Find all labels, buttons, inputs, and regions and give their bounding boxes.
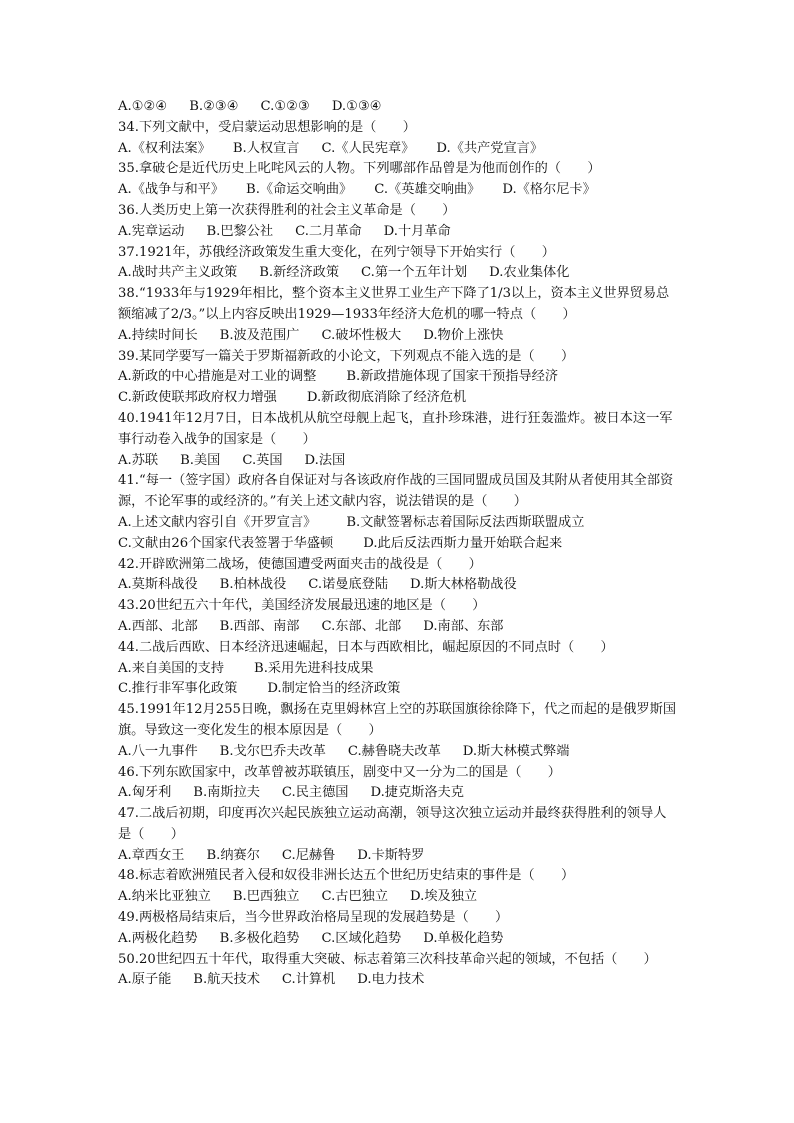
- option: B.戈尔巴乔夫改革: [219, 743, 326, 759]
- option: A.持续时间长: [118, 327, 198, 343]
- options-row: [118, 513, 678, 534]
- option: A.章西女王: [118, 847, 185, 863]
- options-row: [118, 326, 678, 347]
- option: C.赫鲁晓夫改革: [347, 743, 441, 759]
- option: A.战时共产主义政策: [118, 265, 238, 281]
- option: B.新经济政策: [259, 265, 340, 281]
- option: C.新政使联邦政府权力增强: [118, 390, 277, 406]
- option: B.波及范围广: [219, 327, 300, 343]
- option: B.《命运交响曲》: [246, 182, 353, 198]
- option: A.苏联: [118, 452, 159, 468]
- question-stem: 43.20世纪五六十年代，美国经济发展最迅速的地区是（ ）: [118, 598, 486, 614]
- question-stem: 34.下列文献中，受启蒙运动思想影响的是（ ）: [118, 119, 416, 135]
- option: B.新政措施体现了国家干预指导经济: [346, 369, 559, 385]
- option: B.②③④: [189, 99, 239, 114]
- option: D.物价上涨快: [423, 327, 504, 343]
- option: B.人权宣言: [232, 140, 300, 156]
- option: A.①②④: [118, 99, 168, 114]
- option: C.二月革命: [295, 223, 362, 239]
- options-row: [118, 679, 678, 700]
- option: A.莫斯科战役: [118, 577, 198, 593]
- option: B.南斯拉夫: [193, 785, 260, 801]
- option: C.古巴独立: [321, 889, 389, 905]
- option: C.英国: [242, 452, 283, 468]
- option: D.埃及独立: [410, 889, 478, 905]
- option: B.美国: [180, 452, 221, 468]
- option: C.破坏性极大: [321, 327, 402, 343]
- option: D.捷克斯洛夫克: [370, 785, 464, 801]
- exam-page: [118, 97, 678, 991]
- question-stem: 40.1941年12月7日，日本战机从航空母舰上起飞，直扑珍珠港，进行狂轰滥炸。被日本这一军事行动卷入战争的国家是（ ）: [118, 410, 673, 447]
- option: D.此后反法西斯力量开始联合起来: [363, 535, 563, 551]
- option: D.斯大林模式弊端: [462, 743, 570, 759]
- options-row: [118, 887, 678, 908]
- option: A.《战争与和平》: [118, 182, 225, 198]
- option: D.卡斯特罗: [357, 847, 425, 863]
- question-stem: 41.“每一（签字国）政府各自保证对与各该政府作战的三国同盟成员国及其附从者使用其全部资源，不论军事的或经济的。”有关上述文献内容，说法错误的是（ ）: [118, 473, 674, 510]
- option: D.《格尔尼卡》: [502, 182, 596, 198]
- question-stem: 49.两极格局结束后，当今世界政治格局呈现的发展趋势是（ ）: [118, 910, 509, 926]
- options-row: [118, 388, 678, 409]
- option: C.区域化趋势: [321, 930, 402, 946]
- option: C.《人民宪章》: [321, 140, 415, 156]
- options-row: [118, 929, 678, 950]
- question-stem: 45.1991年12月255日晚，飘扬在克里姆林宫上空的苏联国旗徐徐降下，代之而起的是俄罗斯国旗。导致这一变化发生的根本原因是（ ）: [118, 702, 677, 738]
- option: B.巴西独立: [232, 889, 300, 905]
- options-row: [118, 970, 678, 991]
- option: D.法国: [304, 452, 346, 468]
- option: B.文献签署标志着国际反法西斯联盟成立: [346, 514, 585, 530]
- option: C.尼赫鲁: [281, 847, 336, 863]
- option: A.八一九事件: [118, 743, 198, 759]
- option: D.十月革命: [383, 223, 451, 239]
- option: D.《共产党宣言》: [436, 140, 544, 156]
- option: A.纳米比亚独立: [118, 889, 211, 905]
- option: A.两极化趋势: [118, 930, 198, 946]
- options-row: [118, 783, 678, 804]
- option: B.西部、南部: [219, 618, 300, 634]
- question-stem: 50.20世纪四五十年代，取得重大突破、标志着第三次科技革命兴起的领域，不包括（ ）: [118, 951, 657, 967]
- option: C.《英雄交响曲》: [374, 182, 481, 198]
- option: B.纳赛尔: [206, 847, 260, 863]
- question-stem: 35.拿破仑是近代历史上叱咤风云的人物。下列哪部作品曾是为他而创作的（ ）: [118, 161, 601, 177]
- option: C.计算机: [281, 972, 336, 988]
- options-row: [118, 222, 678, 243]
- option: C.第一个五年计划: [361, 265, 468, 281]
- option: A.宪章运动: [118, 223, 185, 239]
- options-row: [118, 534, 678, 555]
- option: C.东部、北部: [321, 618, 402, 634]
- options-row: [118, 97, 678, 118]
- option: A.来自美国的支持: [118, 660, 225, 676]
- question-stem: 38.“1933年与1929年相比，整个资本主义世界工业生产下降了1/3以上，资本主义世界贸易总额缩减了2/3。”以上内容反映出1929—1933年经济大危机的哪一特点（ ）: [118, 286, 670, 322]
- option: A.上述文献内容引自《开罗宣言》: [118, 514, 317, 530]
- option: C.①②③: [260, 99, 310, 114]
- option: A.原子能: [118, 972, 172, 988]
- question-stem: 44.二战后西欧、日本经济迅速崛起，日本与西欧相比，崛起原因的不同点时（ ）: [118, 639, 614, 655]
- option: D.南部、东部: [423, 618, 504, 634]
- question-stem: 39.某同学要写一篇关于罗斯福新政的小论文，下列观点不能入选的是（ ）: [118, 348, 575, 364]
- option: B.采用先进科技成果: [254, 660, 374, 676]
- question-stem: 48.标志着欧洲殖民者入侵和奴役非洲长达五个世纪历史结束的事件是（ ）: [118, 868, 575, 884]
- option: D.斯大林格勒战役: [410, 577, 517, 593]
- option: A.新政的中心措施是对工业的调整: [118, 369, 317, 385]
- question-stem: 36.人类历史上第一次获得胜利的社会主义革命是（ ）: [118, 202, 456, 218]
- question-stem: 37.1921年，苏俄经济政策发生重大变化，在列宁领导下开始实行（ ）: [118, 244, 555, 260]
- option: D.①③④: [331, 99, 382, 114]
- option: B.航天技术: [193, 972, 260, 988]
- options-row: [118, 742, 678, 763]
- question-stem: 46.下列东欧国家中，改革曾被苏联镇压，剧变中又一分为二的国是（ ）: [118, 764, 561, 780]
- option: D.农业集体化: [489, 265, 570, 281]
- options-row: [118, 617, 678, 638]
- options-row: [118, 846, 678, 867]
- question-stem: 47.二战后初期，印度再次兴起民族独立运动高潮，领导这次独立运动并最终获得胜利的领导人是（ ）: [118, 806, 667, 842]
- options-row: [118, 575, 678, 596]
- question-stem: 42.开辟欧洲第二战场，使德国遭受两面夹击的战役是（ ）: [118, 556, 482, 572]
- options-row: [118, 451, 678, 472]
- option: D.制定恰当的经济政策: [267, 681, 401, 697]
- option: C.诺曼底登陆: [308, 577, 389, 593]
- option: B.巴黎公社: [206, 223, 274, 239]
- options-row: [118, 180, 678, 201]
- option: D.新政彻底消除了经济危机: [306, 390, 467, 406]
- option: B.多极化趋势: [219, 930, 300, 946]
- option: A.西部、北部: [118, 618, 198, 634]
- option: C.推行非军事化政策: [118, 681, 238, 697]
- option: B.柏林战役: [219, 577, 287, 593]
- option: D.电力技术: [357, 972, 425, 988]
- option: A.匈牙利: [118, 785, 172, 801]
- options-row: [118, 659, 678, 680]
- options-row: [118, 367, 678, 388]
- option: C.文献由26个国家代表签署于华盛顿: [118, 535, 334, 551]
- options-row: [118, 139, 678, 160]
- options-row: [118, 263, 678, 284]
- option: D.单极化趋势: [423, 930, 504, 946]
- option: A.《权利法案》: [118, 140, 211, 156]
- option: C.民主德国: [281, 785, 349, 801]
